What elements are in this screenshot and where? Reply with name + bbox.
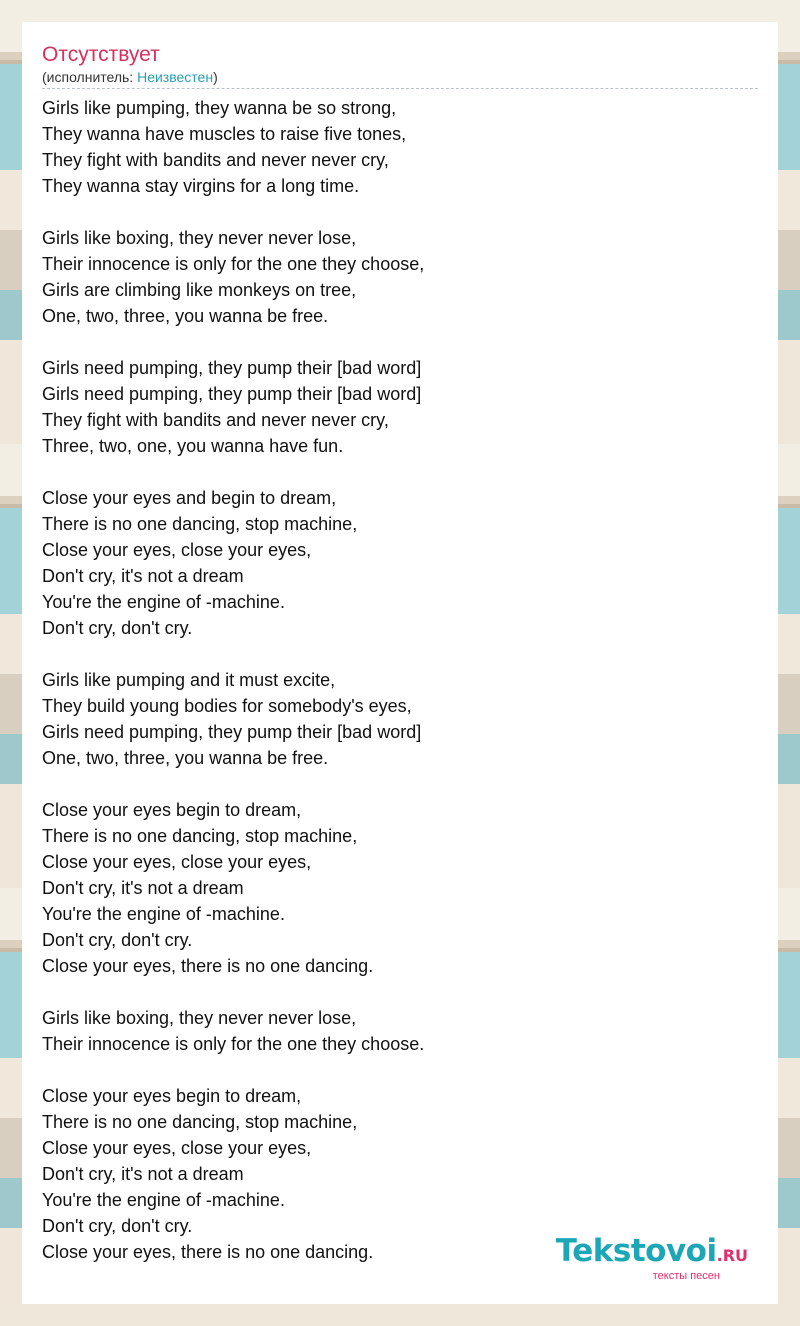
lyric-line: Their innocence is only for the one they choose. bbox=[42, 1034, 425, 1054]
lyrics-stanza bbox=[42, 1005, 758, 1057]
lyrics-stanza bbox=[42, 797, 758, 979]
lyric-line: Close your eyes, close your eyes, bbox=[42, 1138, 312, 1158]
lyric-line: They wanna have muscles to raise five tones, bbox=[42, 124, 407, 144]
lyric-line: Don't cry, don't cry. bbox=[42, 1216, 193, 1236]
lyric-line: There is no one dancing, stop machine, bbox=[42, 826, 358, 846]
logo-main-text: Tekstovoi bbox=[555, 1233, 717, 1269]
lyric-line: Girls need pumping, they pump their [bad word] bbox=[42, 358, 422, 378]
lyric-line: Close your eyes begin to dream, bbox=[42, 800, 302, 820]
lyric-line: Their innocence is only for the one they choose, bbox=[42, 254, 425, 274]
lyrics-stanza bbox=[42, 355, 758, 459]
lyric-line: They build young bodies for somebody's eyes, bbox=[42, 696, 412, 716]
lyric-line: Girls like pumping, they wanna be so strong, bbox=[42, 98, 397, 118]
lyric-line: They wanna stay virgins for a long time. bbox=[42, 176, 360, 196]
logo-wordmark bbox=[556, 1235, 748, 1272]
lyric-line: Girls are climbing like monkeys on tree, bbox=[42, 280, 357, 300]
lyric-line: Don't cry, it's not a dream bbox=[42, 878, 244, 898]
lyric-line: There is no one dancing, stop machine, bbox=[42, 1112, 358, 1132]
lyric-line: Don't cry, don't cry. bbox=[42, 618, 193, 638]
site-logo[interactable] bbox=[556, 1235, 748, 1282]
lyric-line: They fight with bandits and never never cry, bbox=[42, 410, 389, 430]
song-title: Отсутствует bbox=[42, 43, 160, 66]
lyric-line: Close your eyes, close your eyes, bbox=[42, 540, 312, 560]
lyric-line: Close your eyes, close your eyes, bbox=[42, 852, 312, 872]
lyrics-body bbox=[42, 95, 758, 1265]
lyrics-stanza bbox=[42, 95, 758, 199]
lyric-line: They fight with bandits and never never cry, bbox=[42, 150, 389, 170]
lyric-line: Girls need pumping, they pump their [bad word] bbox=[42, 384, 422, 404]
lyric-line: You're the engine of -machine. bbox=[42, 592, 285, 612]
lyric-line: Girls like pumping and it must excite, bbox=[42, 670, 336, 690]
lyric-line: One, two, three, you wanna be free. bbox=[42, 748, 329, 768]
artist-line bbox=[42, 68, 758, 89]
lyric-line: Don't cry, it's not a dream bbox=[42, 1164, 244, 1184]
lyrics-stanza bbox=[42, 667, 758, 771]
logo-tagline: тексты песен bbox=[652, 1270, 720, 1282]
logo-tld: .RU bbox=[716, 1246, 748, 1265]
lyric-line: There is no one dancing, stop machine, bbox=[42, 514, 358, 534]
artist-link[interactable]: Неизвестен bbox=[137, 69, 214, 85]
artist-prefix: (исполнитель: bbox=[42, 69, 138, 85]
lyric-line: Girls like boxing, they never never lose, bbox=[42, 1008, 357, 1028]
lyric-line: Close your eyes, there is no one dancing. bbox=[42, 1242, 374, 1262]
lyric-line: Girls need pumping, they pump their [bad word] bbox=[42, 722, 422, 742]
lyric-line: Close your eyes, there is no one dancing. bbox=[42, 956, 374, 976]
lyric-line: You're the engine of -machine. bbox=[42, 1190, 285, 1210]
artist-suffix: ) bbox=[213, 69, 218, 85]
lyric-line: Girls like boxing, they never never lose, bbox=[42, 228, 357, 248]
lyrics-card bbox=[22, 22, 778, 1304]
lyric-line: Close your eyes and begin to dream, bbox=[42, 488, 337, 508]
lyrics-stanza bbox=[42, 485, 758, 641]
lyric-line: Close your eyes begin to dream, bbox=[42, 1086, 302, 1106]
lyrics-stanza bbox=[42, 225, 758, 329]
lyric-line: One, two, three, you wanna be free. bbox=[42, 306, 329, 326]
lyric-line: Three, two, one, you wanna have fun. bbox=[42, 436, 344, 456]
lyric-line: Don't cry, don't cry. bbox=[42, 930, 193, 950]
lyric-line: Don't cry, it's not a dream bbox=[42, 566, 244, 586]
lyric-line: You're the engine of -machine. bbox=[42, 904, 285, 924]
